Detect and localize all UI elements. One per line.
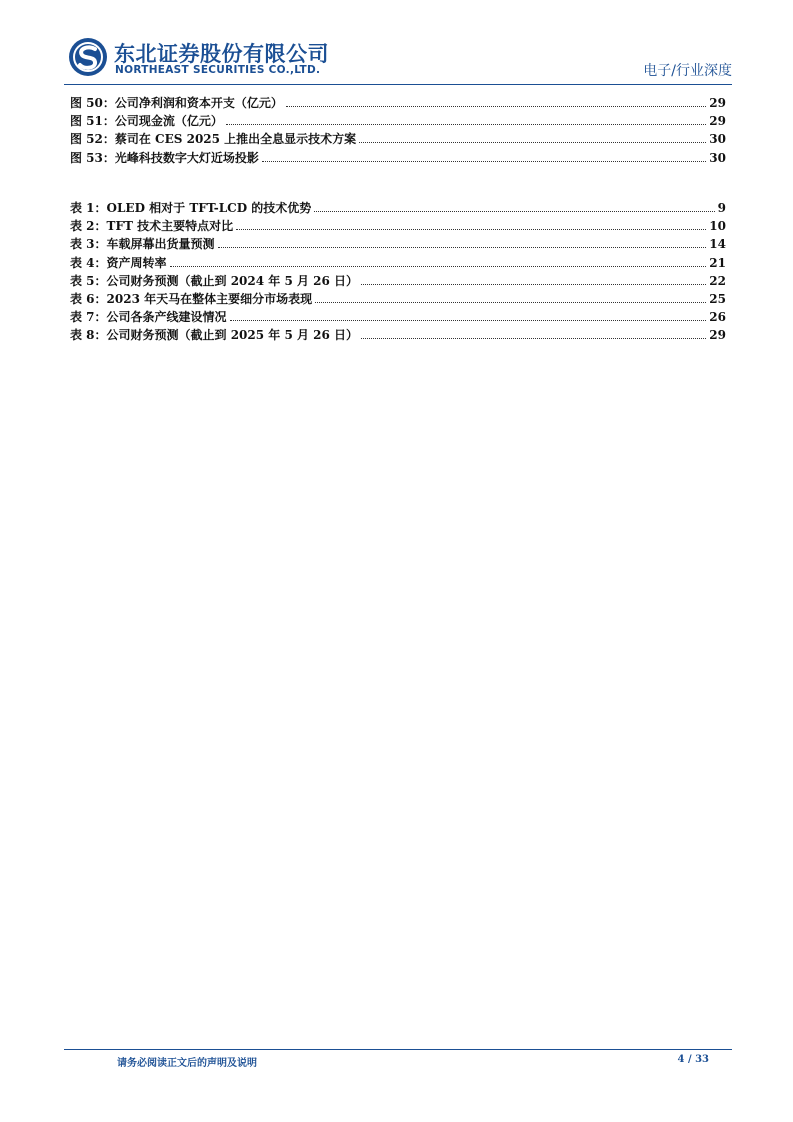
toc-entry-label: 表 6：2023 年天马在整体主要细分市场表现 xyxy=(70,291,313,306)
toc-entry-page: 22 xyxy=(709,273,726,288)
toc-entry-label: 图 53：光峰科技数字大灯近场投影 xyxy=(70,150,259,165)
toc-entry-page: 14 xyxy=(709,237,726,252)
toc-entry-page: 30 xyxy=(709,132,726,147)
toc-entry-label: 图 51：公司现金流（亿元） xyxy=(70,114,223,129)
toc-leader-dots xyxy=(361,274,706,285)
toc-entry[interactable] xyxy=(70,94,726,112)
toc-leader-dots xyxy=(361,328,706,339)
toc-entry-label: 图 52：蔡司在 CES 2025 上推出全息显示技术方案 xyxy=(70,132,357,147)
disclaimer-note: 请务必阅读正文后的声明及说明 xyxy=(117,1058,257,1069)
toc-leader-dots xyxy=(359,132,706,143)
footer-divider xyxy=(64,1049,732,1050)
toc-entry-label: 表 4：资产周转率 xyxy=(70,255,167,270)
figure-list xyxy=(70,94,726,167)
page-number: 4 / 33 xyxy=(677,1054,709,1065)
toc-entry[interactable] xyxy=(70,199,726,217)
toc-entry-page: 29 xyxy=(709,96,726,110)
toc-leader-dots xyxy=(314,201,714,212)
company-name-cn: 东北证券股份有限公司 xyxy=(114,42,329,66)
toc-leader-dots xyxy=(262,151,706,162)
toc-entry-page: 21 xyxy=(709,255,726,270)
toc-leader-dots xyxy=(226,114,706,125)
toc-entry-page: 29 xyxy=(709,328,726,343)
toc-entry[interactable] xyxy=(70,130,726,148)
header-divider xyxy=(64,84,732,85)
toc-entry-label: 表 5：公司财务预测（截止到 2024 年 5 月 26 日） xyxy=(70,273,359,288)
toc-entry-label: 表 8：公司财务预测（截止到 2025 年 5 月 26 日） xyxy=(70,328,359,343)
page-header xyxy=(64,33,732,83)
toc-entry-page: 10 xyxy=(709,219,726,234)
table-list xyxy=(70,199,726,345)
toc-entry-page: 25 xyxy=(709,291,726,306)
toc-entry-label: 表 3：车载屏幕出货量预测 xyxy=(70,237,215,252)
toc-entry[interactable] xyxy=(70,308,726,326)
toc-entry-page: 29 xyxy=(709,114,726,129)
toc-leader-dots xyxy=(170,256,707,267)
toc-leader-dots xyxy=(315,292,706,303)
toc-entry-label: 图 50：公司净利润和资本开支（亿元） xyxy=(70,96,283,110)
northeast-securities-logo-icon xyxy=(68,37,108,77)
toc-entry-page: 26 xyxy=(709,310,726,325)
company-name-en: NORTHEAST SECURITIES CO.,LTD. xyxy=(115,64,321,76)
toc-entry-label: 表 1：OLED 相对于 TFT-LCD 的技术优势 xyxy=(70,201,312,215)
toc-leader-dots xyxy=(286,96,706,107)
toc-entry-label: 表 7：公司各条产线建设情况 xyxy=(70,310,227,325)
toc-entry[interactable] xyxy=(70,254,726,272)
toc-entry[interactable] xyxy=(70,290,726,308)
toc-entry-label: 表 2：TFT 技术主要特点对比 xyxy=(70,219,234,234)
toc-entry[interactable] xyxy=(70,217,726,235)
toc-entry[interactable] xyxy=(70,149,726,167)
toc-leader-dots xyxy=(218,237,707,248)
report-section-label: 电子/行业深度 xyxy=(643,63,732,79)
toc-leader-dots xyxy=(236,219,706,230)
toc-entry-page: 30 xyxy=(709,150,726,165)
toc-leader-dots xyxy=(230,310,707,321)
toc-entry[interactable] xyxy=(70,272,726,290)
toc-entry[interactable] xyxy=(70,235,726,253)
toc-entry-page: 9 xyxy=(717,201,726,215)
toc-entry[interactable] xyxy=(70,326,726,344)
toc-entry[interactable] xyxy=(70,112,726,130)
